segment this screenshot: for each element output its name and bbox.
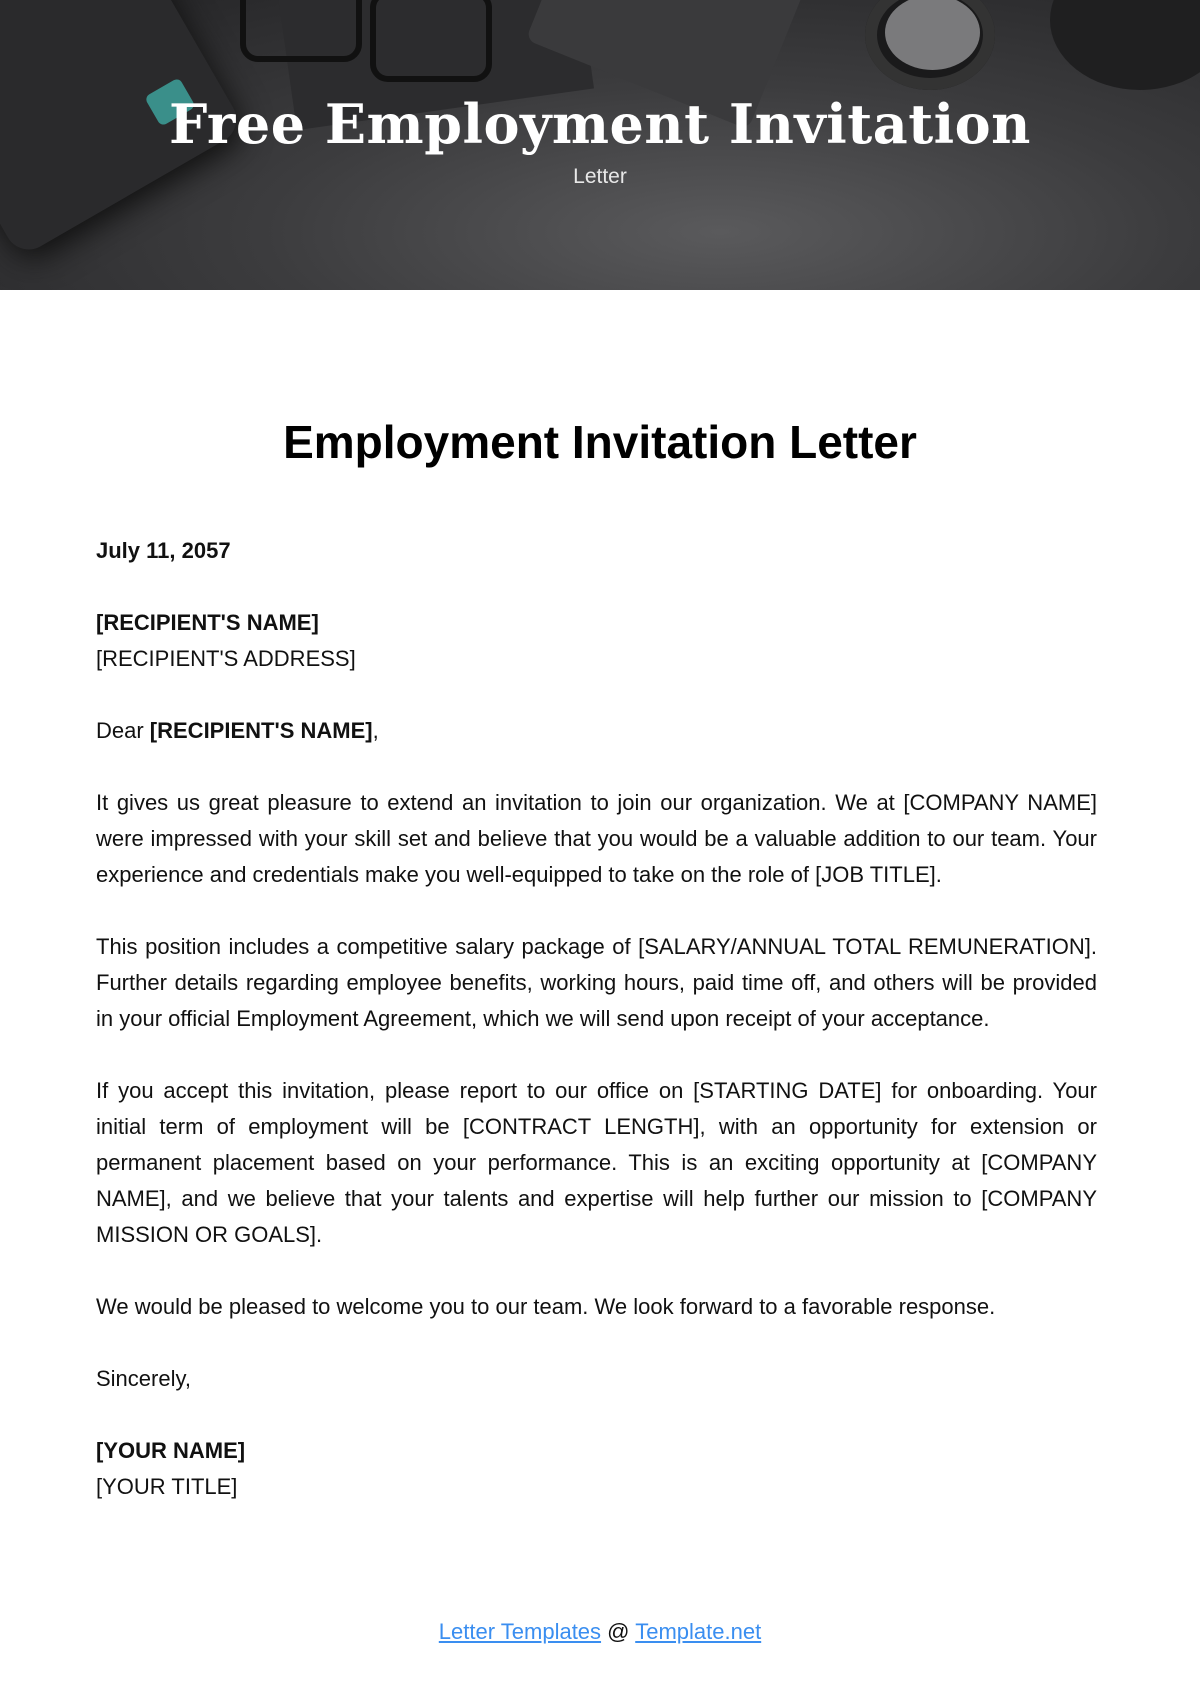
paragraph: If you accept this invitation, please report to our office on [STARTING DATE] for onboarding. Your initial term of employment will be [CONTRACT LENGTH], with an opportunity for extension or permanent placement based on your performance. This is an exciting opportunity at [COMPANY NAME], and we believe that your talents and expertise will help further our mission to [COMPANY MISSION OR GOALS]. bbox=[96, 1078, 1097, 1247]
paragraph: It gives us great pleasure to extend an invitation to join our organization. We at [COMPANY NAME] were impressed with your skill set and believe that you would be a valuable addition to our team. Your experience and credentials make you well-equipped to take on the role of [JOB TITLE]. bbox=[96, 790, 1097, 887]
letter-body bbox=[96, 533, 1097, 1505]
footer-separator: @ bbox=[601, 1619, 636, 1644]
salutation-name: [RECIPIENT'S NAME] bbox=[149, 718, 373, 743]
footer bbox=[0, 1614, 1200, 1650]
glasses-image bbox=[240, 0, 362, 62]
salutation-prefix: Dear bbox=[96, 718, 150, 743]
closing: Sincerely, bbox=[96, 1366, 191, 1391]
sender-title: [YOUR TITLE] bbox=[96, 1474, 238, 1499]
sender-name: [YOUR NAME] bbox=[96, 1438, 246, 1463]
banner-subtitle: Letter bbox=[573, 165, 627, 188]
paragraph: We would be pleased to welcome you to our team. We look forward to a favorable response. bbox=[96, 1294, 996, 1319]
recipient-name: [RECIPIENT'S NAME] bbox=[96, 610, 319, 635]
salutation bbox=[96, 713, 1097, 749]
letter-templates-link[interactable]: Letter Templates bbox=[438, 1619, 602, 1644]
letter-date: July 11, 2057 bbox=[96, 538, 231, 563]
document-heading: Employment Invitation Letter bbox=[283, 416, 917, 468]
recipient-address: [RECIPIENT'S ADDRESS] bbox=[96, 646, 356, 671]
salutation-suffix: , bbox=[372, 718, 379, 743]
template-net-link[interactable]: Template.net bbox=[635, 1619, 762, 1644]
header-banner bbox=[0, 0, 1200, 290]
mouse-image bbox=[1050, 0, 1200, 90]
paragraph: This position includes a competitive salary package of [SALARY/ANNUAL TOTAL REMUNERATION]. Further details regarding employee benefits, working hours, paid time off, and others will be provided in your official Employment Agreement, which we will send upon receipt of your acceptance. bbox=[96, 934, 1097, 1031]
banner-title: Free Employment Invitation bbox=[169, 92, 1031, 156]
glasses-lens-image bbox=[370, 0, 492, 82]
